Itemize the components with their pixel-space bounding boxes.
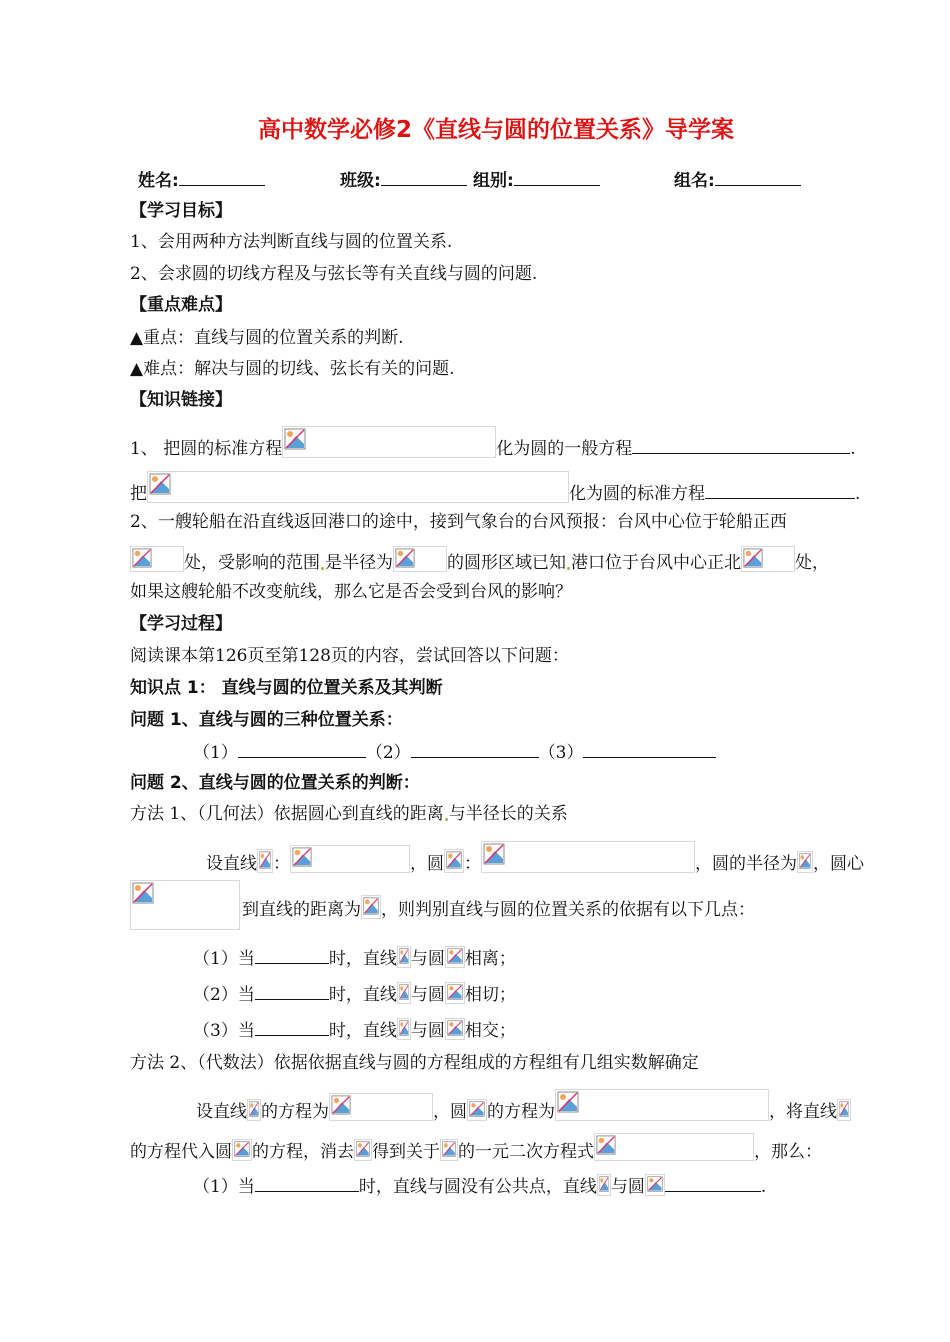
equation-image xyxy=(361,895,381,919)
section-links-heading: 【知识链接】 xyxy=(130,390,232,410)
section-keypoints-heading: 【重点难点】 xyxy=(130,295,232,315)
method-2-case-1: （1）当 时，直线与圆没有公共点，直线 与圆 . xyxy=(193,1174,766,1198)
broken-image-icon xyxy=(395,548,415,568)
equation-image xyxy=(329,1093,433,1121)
link-question-2b: 处，受影响的范围 是半径为 的圆形区域已知 港口位于台风中心正北 处， xyxy=(130,546,829,574)
equation-image xyxy=(257,849,273,873)
section-goals-heading: 【学习目标】 xyxy=(130,201,232,221)
equation-image xyxy=(440,1139,458,1161)
equation-image xyxy=(232,1139,252,1161)
equation-image xyxy=(397,1018,411,1040)
equation-image xyxy=(597,1174,611,1196)
method-1-distance: 到直线的距离为 ，则判别直线与圆的位置关系的依据有以下几点： xyxy=(242,895,755,921)
knowledge-point-1: 知识点 1： 直线与圆的位置关系及其判断 xyxy=(130,678,443,698)
equation-image xyxy=(354,1139,372,1161)
link-question-2: 2、一艘轮船在沿直线返回港口的途中，接到气象台的台风预报：台风中心位于轮船正西 xyxy=(130,512,787,532)
broken-image-icon xyxy=(132,548,152,568)
broken-image-icon xyxy=(331,1095,351,1115)
equation-image xyxy=(481,841,695,873)
equation-image xyxy=(741,546,795,572)
case-separate: （1）当 时，直线 与圆 相离； xyxy=(193,946,516,970)
problem-1-heading: 问题 1、直线与圆的三种位置关系： xyxy=(130,710,403,730)
broken-image-icon xyxy=(399,1020,409,1036)
link-question-1: 1、 把圆的标准方程 化为圆的一般方程 . xyxy=(130,426,856,460)
broken-image-icon xyxy=(447,948,463,964)
equation-image xyxy=(147,471,569,503)
broken-image-icon xyxy=(234,1141,250,1157)
equation-image xyxy=(397,982,411,1004)
class-field: 班级: xyxy=(340,168,467,192)
method-2-setup: 设直线 的方程为 ，圆 的方程为 ，将直线 xyxy=(196,1089,851,1123)
equation-image xyxy=(645,1174,665,1196)
goal-item: 2、会求圆的切线方程及与弦长等有关直线与圆的问题. xyxy=(130,264,538,284)
method-1-setup: 设直线 ： ，圆 ： ，圆的半径为 ，圆心 xyxy=(206,841,864,875)
broken-image-icon xyxy=(839,1101,849,1117)
equation-image xyxy=(282,426,496,458)
group-field: 组别: xyxy=(473,168,600,192)
keypoint-item: ▲重点：直线与圆的位置关系的判断. xyxy=(130,328,404,348)
broken-image-icon xyxy=(132,882,154,904)
link-question-2c: 如果这艘轮船不改变航线，那么它是否会受到台风的影响？ xyxy=(130,582,572,602)
name-field: 姓名: xyxy=(138,168,265,192)
broken-image-icon xyxy=(249,1101,259,1117)
equation-image xyxy=(555,1089,769,1121)
broken-image-icon xyxy=(259,851,271,869)
problem-1-blanks: （1） （2） （3） xyxy=(193,740,716,764)
broken-image-icon xyxy=(647,1176,663,1192)
broken-image-icon xyxy=(483,843,505,865)
broken-image-icon xyxy=(743,548,763,568)
equation-image xyxy=(444,849,464,873)
broken-image-icon xyxy=(399,948,409,964)
keypoint-item: ▲难点：解决与圆的切线、弦长有关的问题. xyxy=(130,359,455,379)
method-2-heading: 方法 2、（代数法）依据依据直线与圆的方程组成的方程组有几组实数解确定 xyxy=(130,1053,699,1073)
broken-image-icon xyxy=(363,897,379,915)
method-1-heading: 方法 1、（几何法）依据圆心到直线的距离 与半径长的关系 xyxy=(130,804,568,824)
equation-image xyxy=(445,946,465,968)
equation-image xyxy=(397,946,411,968)
broken-image-icon xyxy=(292,847,312,867)
broken-image-icon xyxy=(599,1176,609,1192)
group-name-field: 组名: xyxy=(674,168,801,192)
equation-image xyxy=(594,1133,754,1161)
broken-image-icon xyxy=(447,1020,463,1036)
equation-image xyxy=(290,845,410,873)
equation-image xyxy=(130,546,184,572)
broken-image-icon xyxy=(399,984,409,1000)
equation-image xyxy=(445,1018,465,1040)
broken-image-icon xyxy=(284,428,306,450)
broken-image-icon xyxy=(799,853,811,869)
broken-image-icon xyxy=(469,1101,485,1117)
process-intro: 阅读课本第126页至第128页的内容，尝试回答以下问题： xyxy=(130,646,569,666)
equation-image xyxy=(837,1099,851,1121)
broken-image-icon xyxy=(446,851,462,869)
broken-image-icon xyxy=(557,1091,579,1113)
case-intersect: （3）当 时，直线 与圆 相交； xyxy=(193,1018,516,1042)
broken-image-icon xyxy=(596,1135,616,1155)
equation-image xyxy=(130,880,240,930)
broken-image-icon xyxy=(149,473,171,495)
equation-image xyxy=(247,1099,261,1121)
case-tangent: （2）当 时，直线 与圆 相切； xyxy=(193,982,516,1006)
broken-image-icon xyxy=(356,1141,370,1157)
equation-image xyxy=(797,851,813,873)
equation-image xyxy=(445,982,465,1004)
equation-image xyxy=(393,546,447,572)
broken-image-icon xyxy=(447,984,463,1000)
section-process-heading: 【学习过程】 xyxy=(130,614,232,634)
link-question-1b: 把 化为圆的标准方程 . xyxy=(130,471,860,505)
page-title: 高中数学必修2《直线与圆的位置关系》导学案 xyxy=(258,117,735,143)
problem-2-heading: 问题 2、直线与圆的位置关系的判断： xyxy=(130,773,420,793)
goal-item: 1、会用两种方法判断直线与圆的位置关系. xyxy=(130,232,453,252)
equation-image xyxy=(467,1099,487,1121)
broken-image-icon xyxy=(442,1141,456,1157)
method-2-substitute: 的方程代入圆 的方程，消去 得到关于 的一元二次方程式 ，那么： xyxy=(130,1133,822,1163)
